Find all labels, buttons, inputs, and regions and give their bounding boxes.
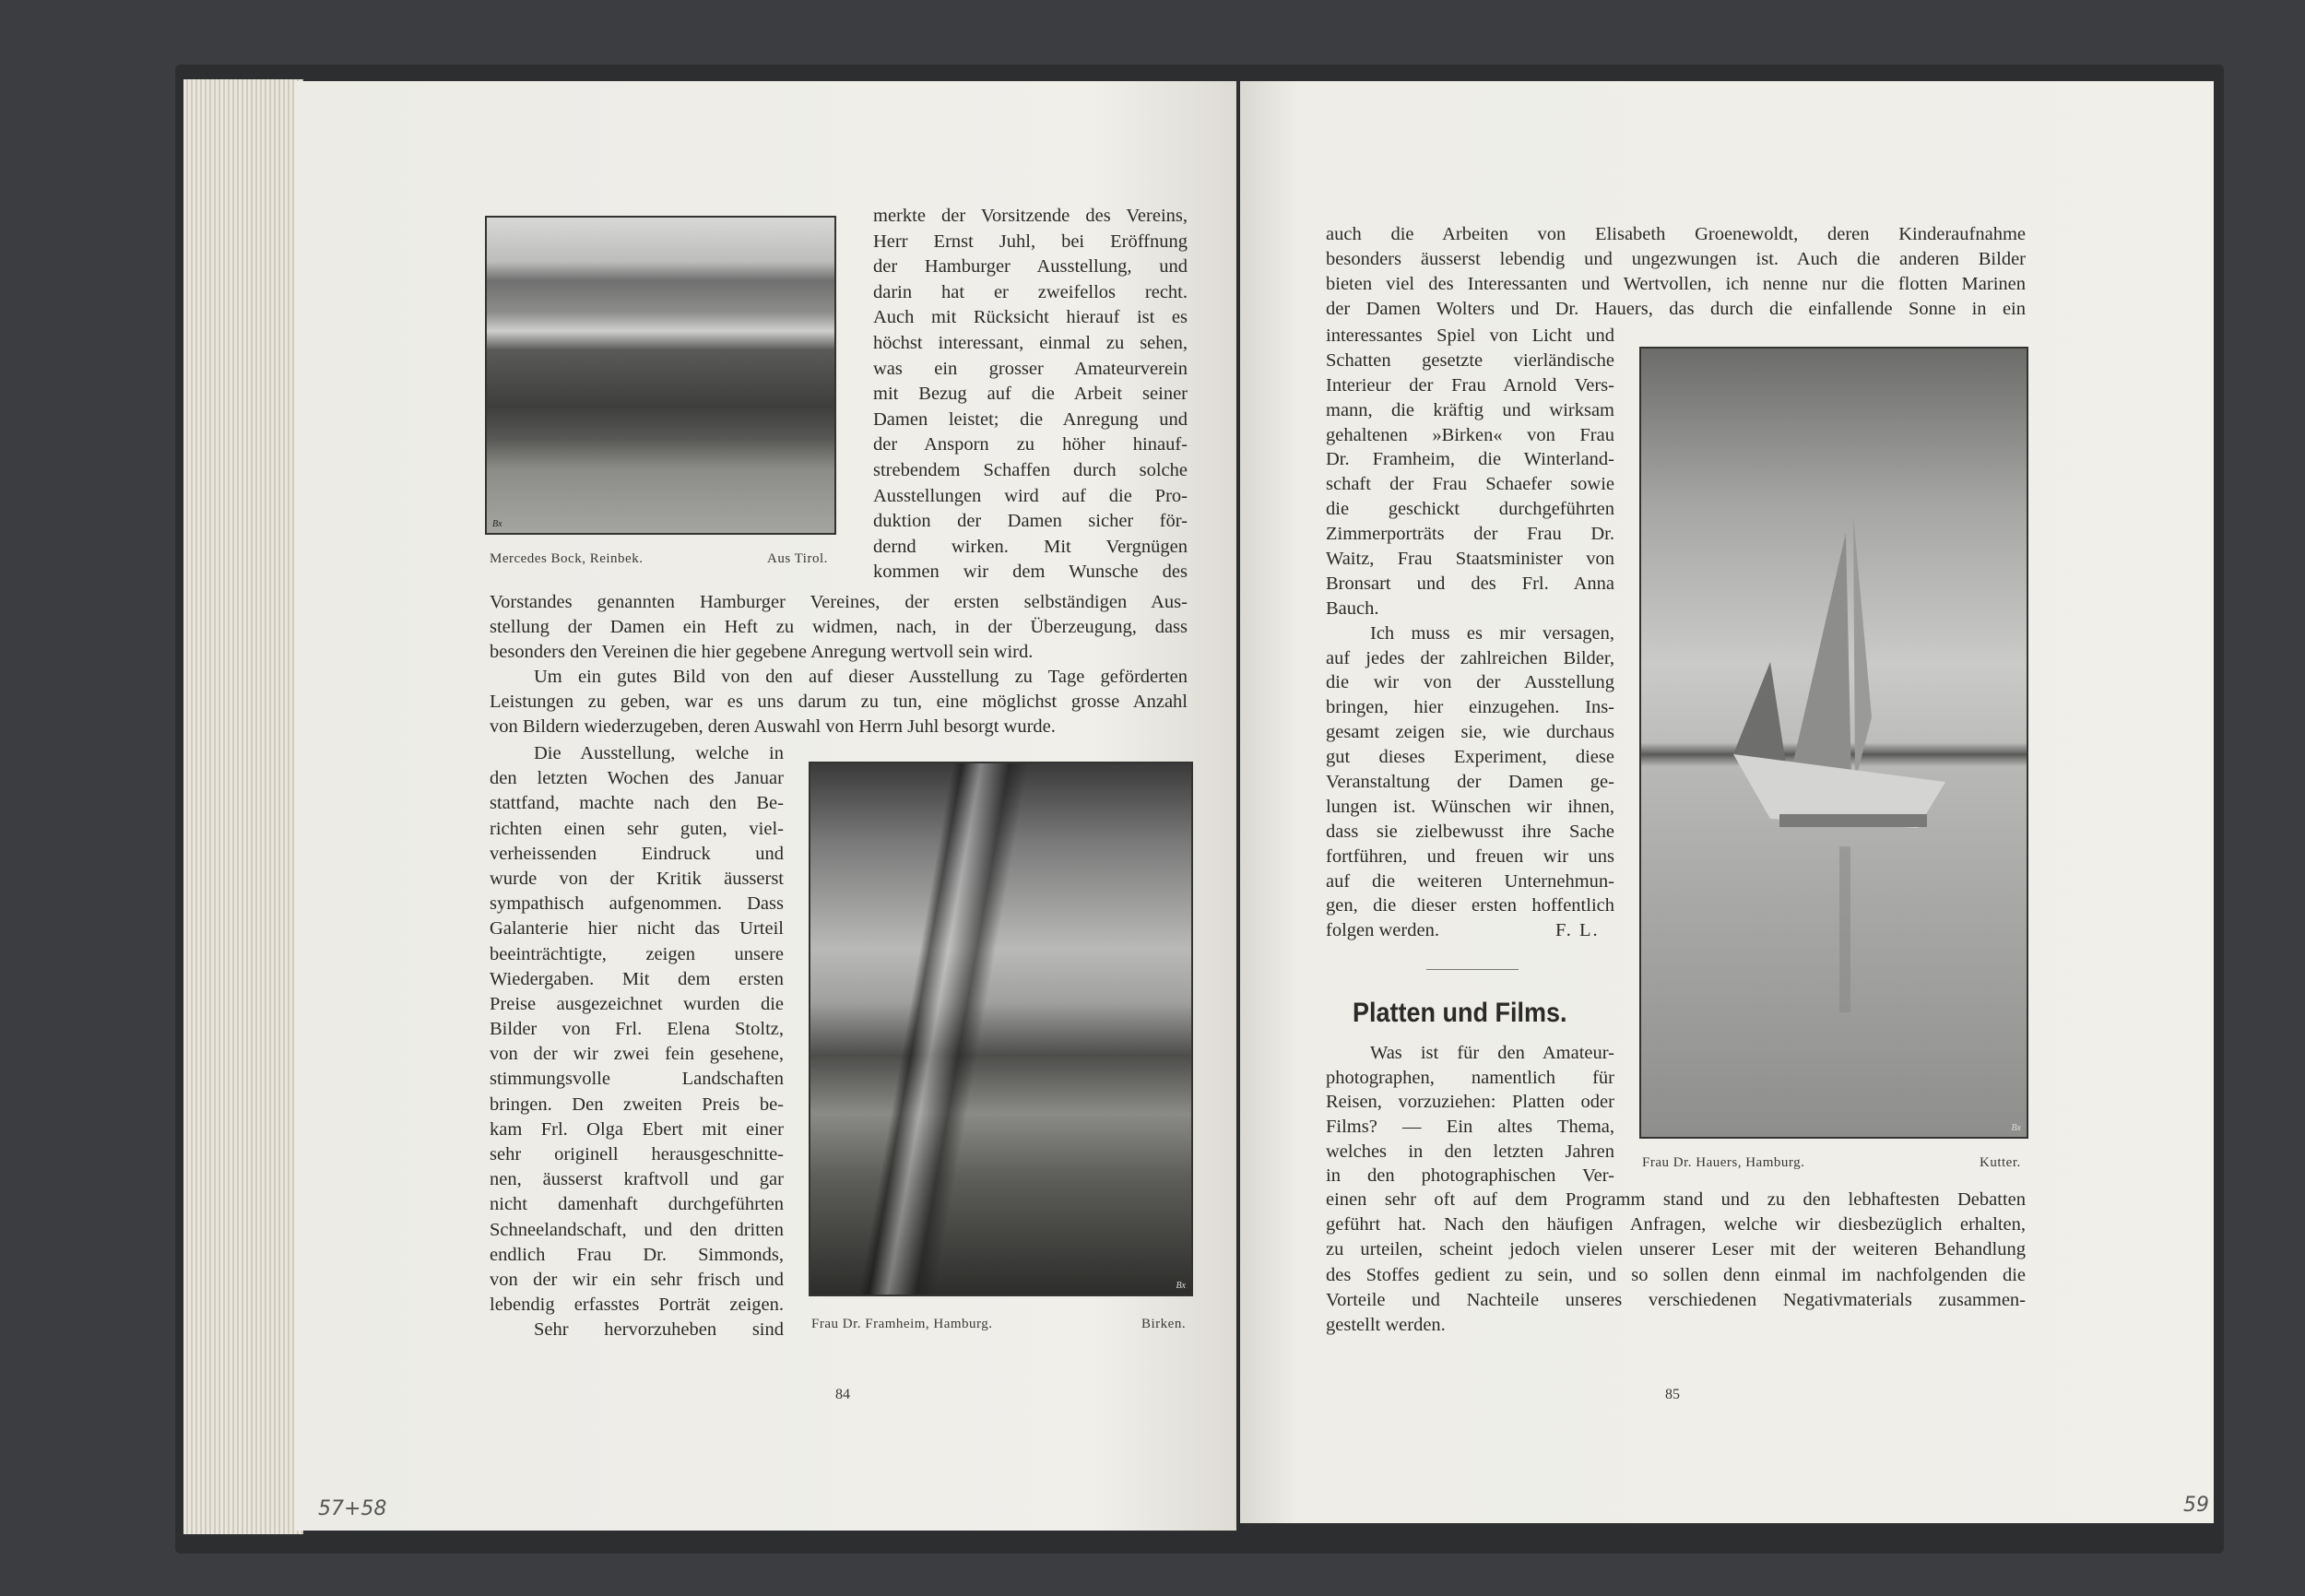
- text-line: Reisen, vorzuziehen: Platten oder: [1326, 1092, 1614, 1113]
- text-line: Um ein gutes Bild von den auf dieser Ausstellung zu Tage geförderten: [534, 667, 1188, 687]
- text-line: endlich Frau Dr. Simmonds,: [490, 1244, 784, 1265]
- photo1-caption-title: Aus Tirol.: [767, 551, 828, 566]
- text-line: dass sie zielbewusst ihre Sache: [1326, 821, 1614, 842]
- page-number-left: 84: [835, 1387, 850, 1402]
- text-line: des Stoffes gedient zu sein, und so sollen denn einmal im nachfolgenden die: [1326, 1264, 2026, 1285]
- text-line: gut dieses Experiment, diese: [1326, 747, 1614, 768]
- text-block-left-lower-column: [490, 741, 784, 1343]
- photo-monogram: Bx: [1176, 1281, 1186, 1291]
- text-line: von der wir ein sehr frisch und: [490, 1269, 784, 1290]
- text-block-right-top: [1326, 222, 2026, 322]
- text-line: Sehr hervorzuheben sind: [534, 1319, 784, 1341]
- handwritten-note-right: 59: [2183, 1494, 2209, 1517]
- text-line: gesamt zeigen sie, wie durchaus: [1326, 722, 1614, 743]
- text-line: Veranstaltung der Damen ge-: [1326, 772, 1614, 793]
- text-line: Ausstellungen wird auf die Pro-: [873, 485, 1188, 506]
- text-line: gestellt werden.: [1326, 1314, 1446, 1335]
- text-line: welches in den letzten Jahren: [1326, 1141, 1614, 1162]
- photo-sailing-cutter: [1639, 347, 2028, 1139]
- text-line: Interieur der Frau Arnold Vers-: [1326, 374, 1614, 396]
- text-line: mit Bezug auf die Arbeit seiner: [873, 384, 1188, 405]
- photo1-caption-author: Mercedes Bock, Reinbek.: [490, 551, 644, 566]
- text-line: auf jedes der zahlreichen Bilder,: [1326, 647, 1614, 668]
- text-line: Was ist für den Amateur-: [1370, 1043, 1614, 1063]
- text-line: darin hat er zweifellos recht.: [873, 281, 1188, 302]
- text-line: Bauch.: [1326, 597, 1379, 619]
- text-line: bringen, hier einzugehen. Ins-: [1326, 697, 1614, 718]
- text-line: was ein grosser Amateurverein: [873, 358, 1188, 379]
- text-line: mann, die kräftig und wirksam: [1326, 399, 1614, 420]
- author-signature: F. L.: [1555, 920, 1600, 940]
- text-line: besonders den Vereinen die hier gegebene Anregung wertvoll sein wird.: [490, 642, 1034, 662]
- text-line: Preise ausgezeichnet wurden die: [490, 993, 784, 1014]
- text-line: Schneelandschaft, und den dritten: [490, 1219, 784, 1240]
- page-edges: [183, 79, 303, 1534]
- text-line: auf die weiteren Unternehmun-: [1326, 870, 1614, 892]
- text-line: stellung der Damen ein Heft zu widmen, nach, in der Überzeugung, dass: [490, 617, 1188, 637]
- text-block-right-column: [1326, 324, 1614, 943]
- text-line: Leistungen zu geben, war es uns darum zu tun, eine möglichst grosse Anzahl: [490, 692, 1188, 712]
- text-block-left-upper-column: [873, 204, 1188, 585]
- text-line: nicht damenhaft durchgeführten: [490, 1194, 784, 1215]
- text-line: Films? — Ein altes Thema,: [1326, 1117, 1614, 1138]
- text-line: kam Frl. Olga Ebert mit einer: [490, 1118, 784, 1140]
- handwritten-note-left: 57+58: [318, 1497, 387, 1520]
- text-line: wurde von der Kritik äusserst: [490, 868, 784, 889]
- photo3-caption-author: Frau Dr. Hauers, Hamburg.: [1642, 1155, 1805, 1170]
- text-line: Die Ausstellung, welche in: [534, 743, 784, 763]
- text-line: Bronsart und des Frl. Anna: [1326, 573, 1614, 594]
- text-line: die geschickt durchgeführten: [1326, 499, 1614, 520]
- section-heading: Platten und Films.: [1353, 998, 1567, 1028]
- text-line: Ich muss es mir versagen,: [1370, 622, 1614, 644]
- text-line: höchst interessant, einmal zu sehen,: [873, 332, 1188, 353]
- text-line: Vorstandes genannten Hamburger Vereines, der ersten selbständigen Aus-: [490, 592, 1188, 612]
- text-line: zu urteilen, scheint jedoch vielen unserer Leser mit der weiteren Behandlung: [1326, 1239, 2026, 1260]
- text-line: photographen, namentlich für: [1326, 1067, 1614, 1088]
- text-line: Herr Ernst Juhl, bei Eröffnung: [873, 231, 1188, 252]
- text-line: Dr. Framheim, die Winterland-: [1326, 449, 1614, 470]
- text-line: auch die Arbeiten von Elisabeth Groenewoldt, deren Kinderaufnahme: [1326, 224, 2026, 244]
- text-line: sympathisch aufgenommen. Dass: [490, 893, 784, 915]
- text-line: fortführen, und freuen wir uns: [1326, 845, 1614, 867]
- text-line: folgen werden.: [1326, 920, 1439, 941]
- text-line: der Damen Wolters und Dr. Hauers, das durch die einfallende Sonne in ein: [1326, 299, 2026, 319]
- text-line: Bilder von Frl. Elena Stoltz,: [490, 1019, 784, 1040]
- text-line: bieten viel des Interessanten und Wertvollen, ich nenne nur die flotten Marinen: [1326, 274, 2026, 294]
- text-line: verheissenden Eindruck und: [490, 843, 784, 864]
- text-line: merkte der Vorsitzende des Vereins,: [873, 206, 1188, 226]
- text-line: lebendig erfasstes Porträt zeigen.: [490, 1295, 784, 1316]
- photo-monogram: Bx: [2011, 1123, 2021, 1133]
- text-line: kommen wir dem Wunsche des: [873, 562, 1188, 583]
- text-line: lungen ist. Wünschen wir ihnen,: [1326, 796, 1614, 817]
- photo2-caption-author: Frau Dr. Framheim, Hamburg.: [811, 1317, 993, 1331]
- text-line: die wir von der Ausstellung: [1326, 672, 1614, 693]
- text-block-platten-column: [1326, 1041, 1614, 1188]
- sailboat-icon: [1641, 349, 2027, 1137]
- text-line: von Bildern wiederzugeben, deren Auswahl von Herrn Juhl besorgt wurde.: [490, 716, 1056, 737]
- text-line: gehaltenen »Birken« von Frau: [1326, 424, 1614, 445]
- photo-birch-trees: [809, 762, 1193, 1296]
- photo2-caption-title: Birken.: [1141, 1317, 1187, 1331]
- text-line: Damen leistet; die Anregung und: [873, 408, 1188, 430]
- text-block-platten-full-width: [1326, 1188, 2026, 1338]
- text-line: dernd wirken. Mit Vergnügen: [873, 536, 1188, 557]
- text-line: strebendem Schaffen durch solche: [873, 459, 1188, 480]
- text-line: der Hamburger Ausstellung, und: [873, 256, 1188, 278]
- text-block-left-full-width: [490, 590, 1188, 739]
- text-line: Wiedergaben. Mit dem ersten: [490, 968, 784, 989]
- text-line: Auch mit Rücksicht hierauf ist es: [873, 307, 1188, 328]
- text-line: interessantes Spiel von Licht und: [1326, 325, 1614, 346]
- photo-monogram: Bx: [492, 519, 502, 529]
- text-line: in den photographischen Ver-: [1326, 1165, 1614, 1187]
- text-line: von der wir zwei fein gesehene,: [490, 1044, 784, 1065]
- text-line: stattfand, machte nach den Be-: [490, 793, 784, 814]
- text-line: beeinträchtigte, zeigen unsere: [490, 943, 784, 964]
- section-divider: [1426, 969, 1519, 970]
- text-line: bringen. Den zweiten Preis be-: [490, 1094, 784, 1115]
- text-line: gen, die dieser ersten hoffentlich: [1326, 895, 1614, 916]
- text-line: Galanterie hier nicht das Urteil: [490, 918, 784, 940]
- text-line: Waitz, Frau Staatsminister von: [1326, 549, 1614, 570]
- text-line: einen sehr oft auf dem Programm stand und zu den lebhaftesten Debatten: [1326, 1189, 2026, 1210]
- text-line: stimmungsvolle Landschaften: [490, 1069, 784, 1090]
- text-line: Vorteile und Nachteile unseres verschiedenen Negativmaterials zusammen-: [1326, 1289, 2026, 1310]
- text-line: Zimmerporträts der Frau Dr.: [1326, 524, 1614, 545]
- page-number-right: 85: [1665, 1387, 1680, 1402]
- text-line: duktion der Damen sicher för-: [873, 511, 1188, 532]
- text-line: den letzten Wochen des Januar: [490, 768, 784, 789]
- text-line: besonders äusserst lebendig und ungezwungen ist. Auch die anderen Bilder: [1326, 249, 2026, 269]
- photo-mountain-forest: [485, 216, 836, 535]
- text-line: geführt hat. Nach den häufigen Anfragen, welche wir diesbezüglich erhalten,: [1326, 1214, 2026, 1235]
- text-line: der Ansporn zu höher hinauf-: [873, 434, 1188, 455]
- text-line: schaft der Frau Schaefer sowie: [1326, 474, 1614, 495]
- photo3-caption-title: Kutter.: [1980, 1155, 2021, 1170]
- text-line: richten einen sehr guten, viel-: [490, 818, 784, 839]
- text-line: nen, äusserst kraftvoll und gar: [490, 1169, 784, 1190]
- text-line: Schatten gesetzte vierländische: [1326, 349, 1614, 371]
- text-line: sehr originell herausgeschnitte-: [490, 1144, 784, 1164]
